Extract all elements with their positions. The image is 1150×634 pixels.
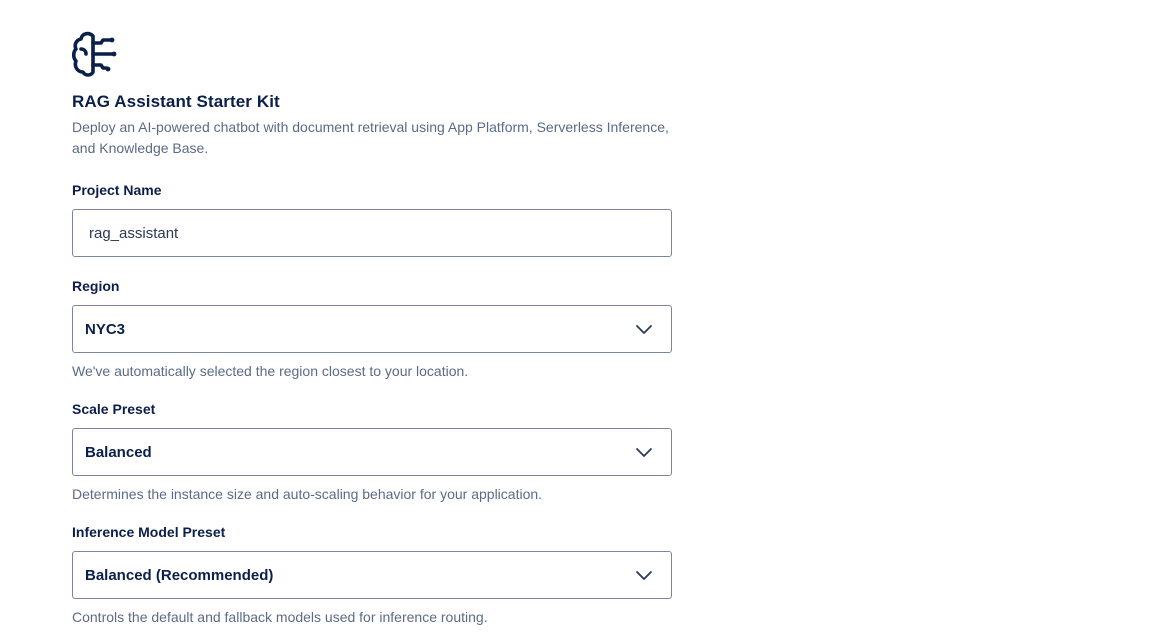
inference-model-preset-label: Inference Model Preset [72, 524, 226, 540]
scale-preset-field [72, 400, 672, 503]
inference-model-preset-select-value: Balanced (Recommended) [85, 566, 274, 584]
page-description: Deploy an AI-powered chatbot with document retrieval using App Platform, Serverless Inference, and Knowledge Base. [72, 119, 669, 156]
region-help-text: We've automatically selected the region closest to your location. [72, 363, 469, 379]
project-name-field [72, 181, 672, 257]
scale-preset-select[interactable] [72, 428, 672, 476]
region-label: Region [72, 278, 120, 294]
chevron-down-icon [635, 323, 653, 335]
scale-preset-select-value: Balanced [85, 443, 152, 461]
project-name-input[interactable] [72, 209, 672, 257]
scale-preset-help-text: Determines the instance size and auto-scaling behavior for your application. [72, 486, 543, 502]
inference-model-preset-select[interactable] [72, 551, 672, 599]
region-field [72, 277, 672, 380]
starter-kit-form [72, 30, 672, 626]
region-select-value: NYC3 [85, 320, 126, 338]
inference-model-preset-field [72, 523, 672, 626]
scale-preset-label: Scale Preset [72, 401, 156, 417]
chevron-down-icon [635, 446, 653, 458]
project-name-label: Project Name [72, 182, 162, 198]
brain-circuit-icon [72, 30, 118, 78]
region-select[interactable] [72, 305, 672, 353]
page-title: RAG Assistant Starter Kit [72, 92, 280, 111]
chevron-down-icon [635, 569, 653, 581]
inference-model-preset-help-text: Controls the default and fallback models used for inference routing. [72, 609, 488, 625]
